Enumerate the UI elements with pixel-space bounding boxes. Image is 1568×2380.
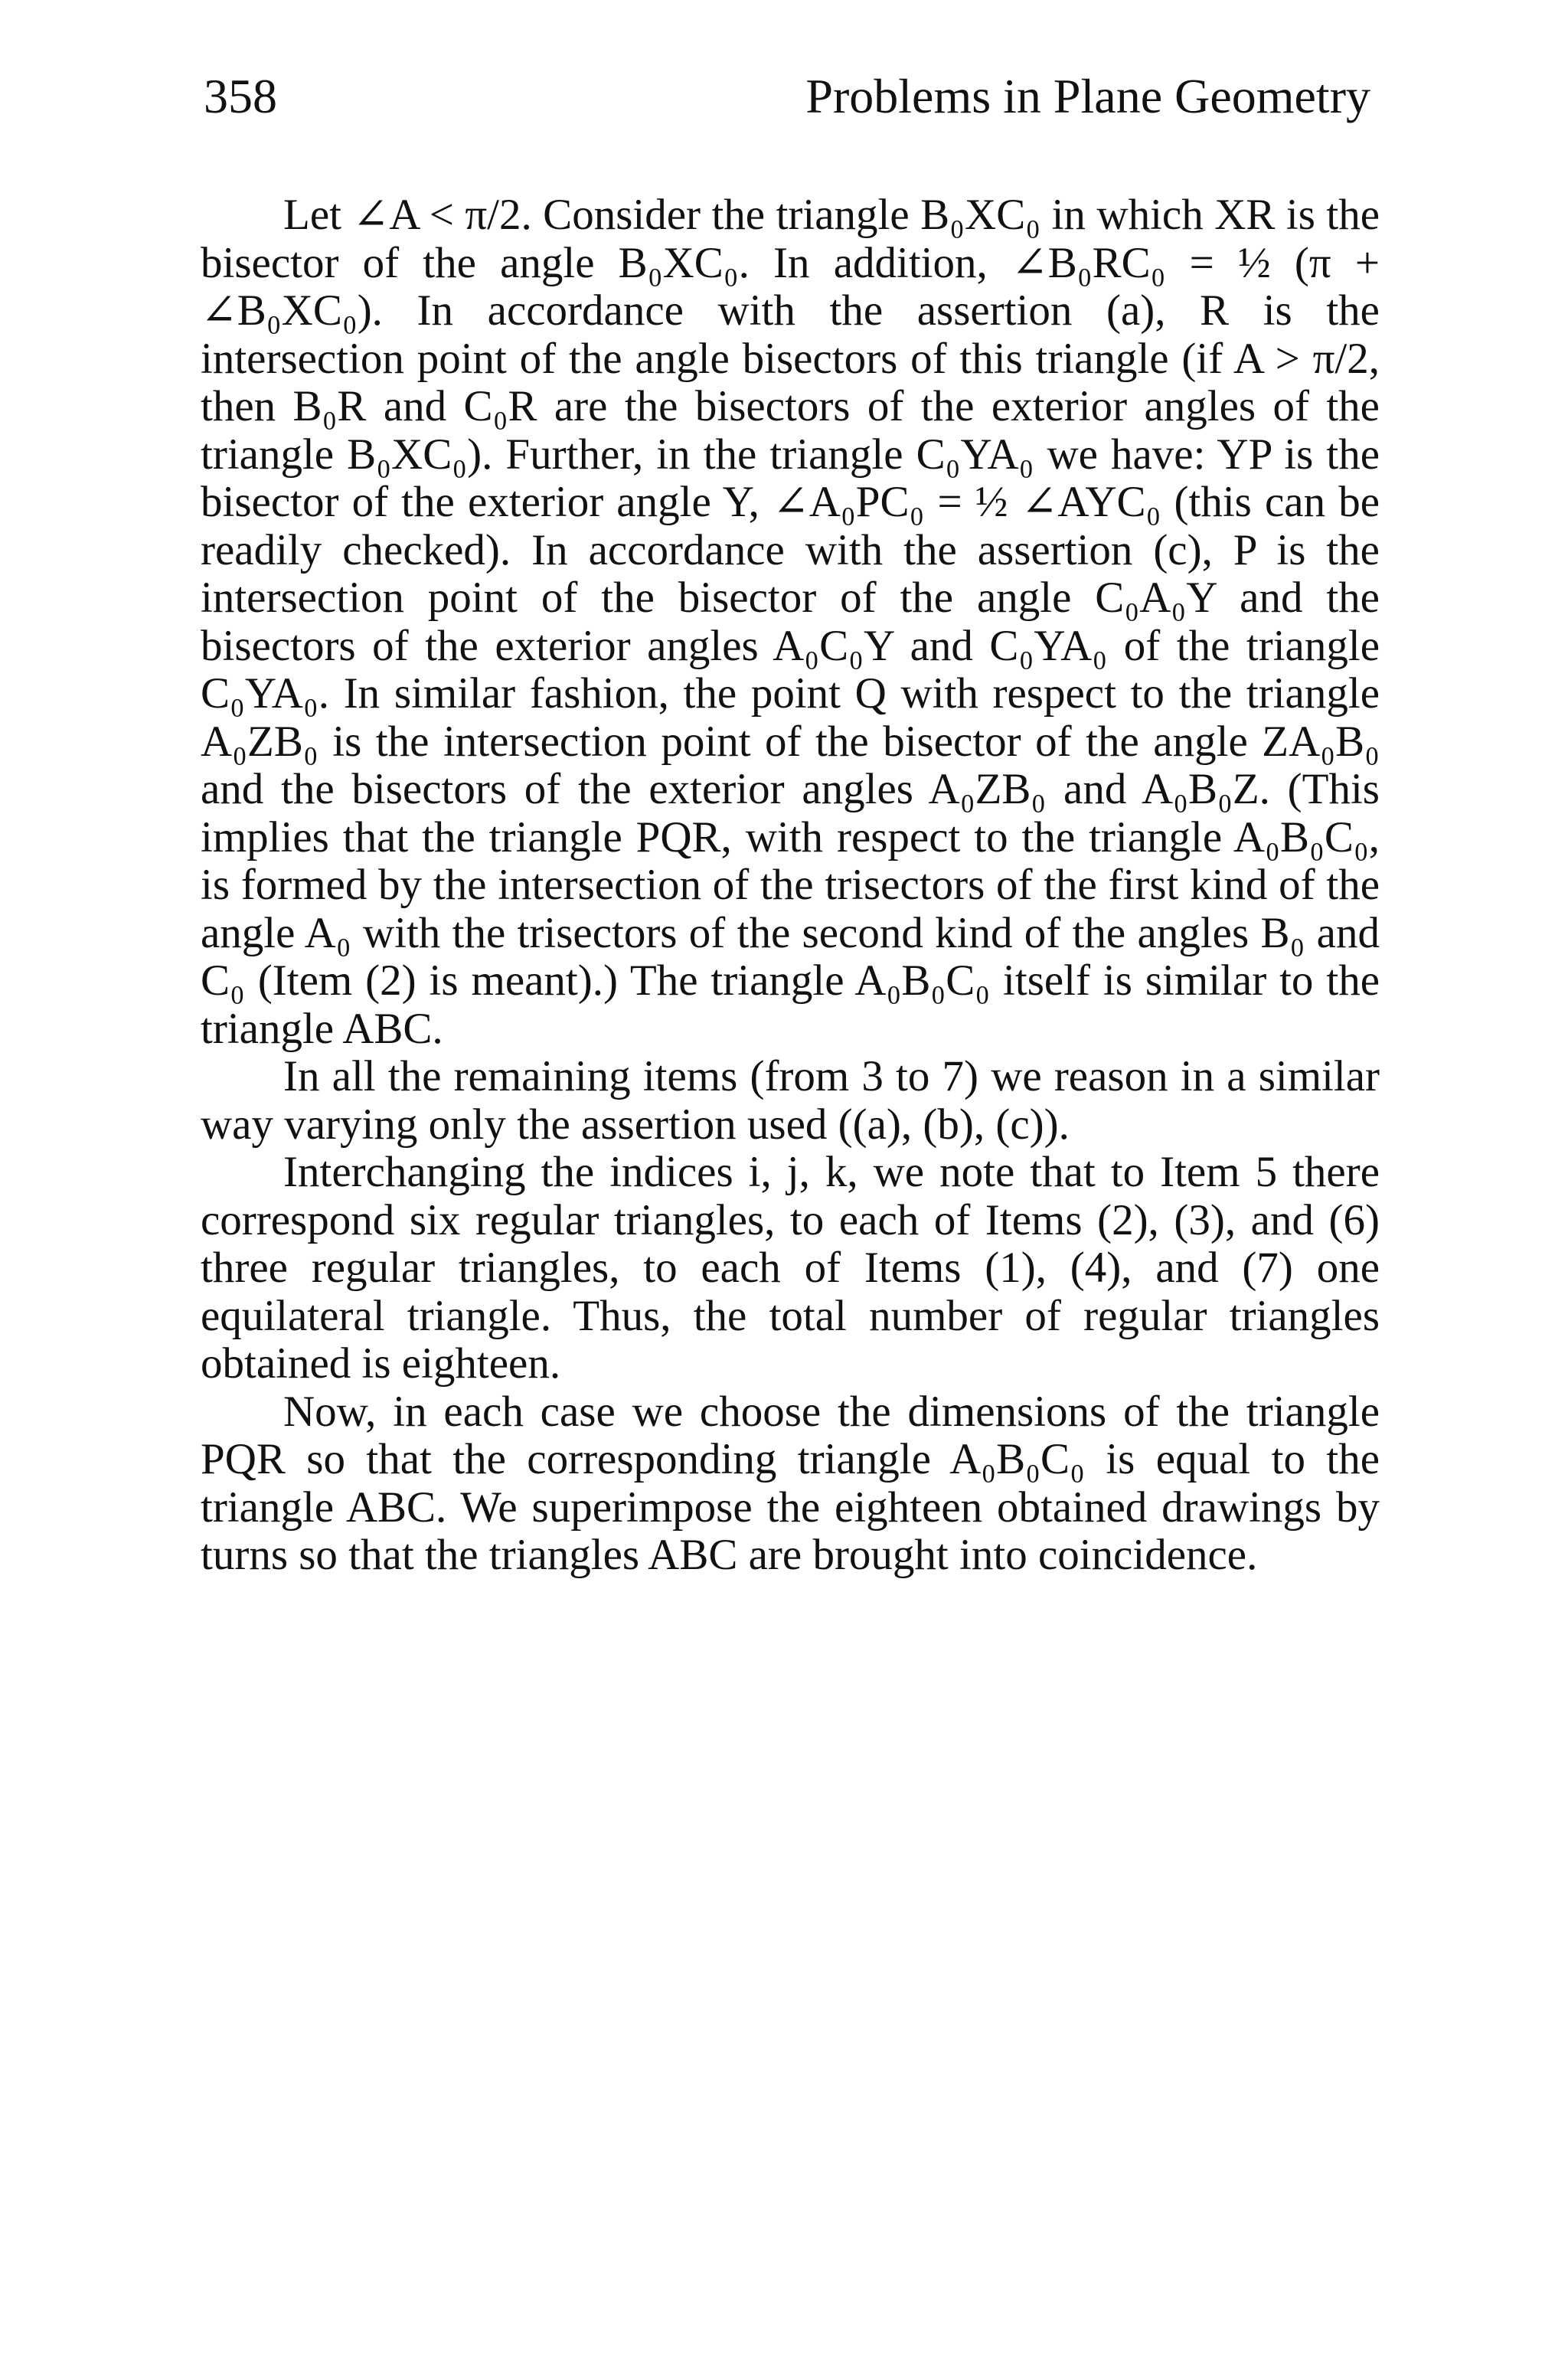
page-number: 358 [204,69,277,123]
paragraph-4: Now, in each case we choose the dimensions of the triangle PQR so that the corresponding triangle A₀B₀C₀ is equal to the triangle ABC. We superimpose the eighteen obtained drawings by turns so that the triangles ABC are brought into coincidence. [201,1387,1380,1579]
body-text [201,191,1380,1580]
paragraph-3: Interchanging the indices i, j, k, we note that to Item 5 there correspond six regular triangles, to each of Items (2), (3), and (6) three regular triangles, to each of Items (1), (4), and (7) one equilateral triangle. Thus, the total number of regular triangles obtained is eighteen. [201,1148,1380,1388]
paragraph-1: Let ∠A < π/2. Consider the triangle B₀XC₀ in which XR is the bisector of the angle B₀XC₀. In addition, ∠B₀RC₀ = ½ (π + ∠B₀XC₀). In accordance with the assertion (a), R is the intersection point of the angle bisectors of this triangle (if A > π/2, then B₀R and C₀R are the bisectors of the exterior angles of the triangle B₀XC₀). Further, in the triangle C₀YA₀ we have: YP is the bisector of the exterior angle Y, ∠A₀PC₀ = ½ ∠AYC₀ (this can be readily checked). In accordance with the assertion (c), P is the intersection point of the bisector of the angle C₀A₀Y and the bisectors of the exterior angles A₀C₀Y and C₀YA₀ of the triangle C₀YA₀. In similar fashion, the point Q with respect to the triangle A₀ZB₀ is the intersection point of the bisector of the angle ZA₀B₀ and the bisectors of the exterior angles A₀ZB₀ and A₀B₀Z. (This implies that the triangle PQR, with respect to the triangle A₀B₀C₀, is formed by the intersection of the trisectors of the first kind of the angle A₀ with the trisectors of the second kind of the angles B₀ and C₀ (Item (2) is meant).) The triangle A₀B₀C₀ itself is similar to the triangle ABC. [201,191,1380,1053]
page-header [204,66,1370,127]
paragraph-2: In all the remaining items (from 3 to 7) we reason in a similar way varying only the assertion used ((a), (b), (c)). [201,1052,1380,1149]
running-title: Problems in Plane Geometry [805,69,1370,123]
